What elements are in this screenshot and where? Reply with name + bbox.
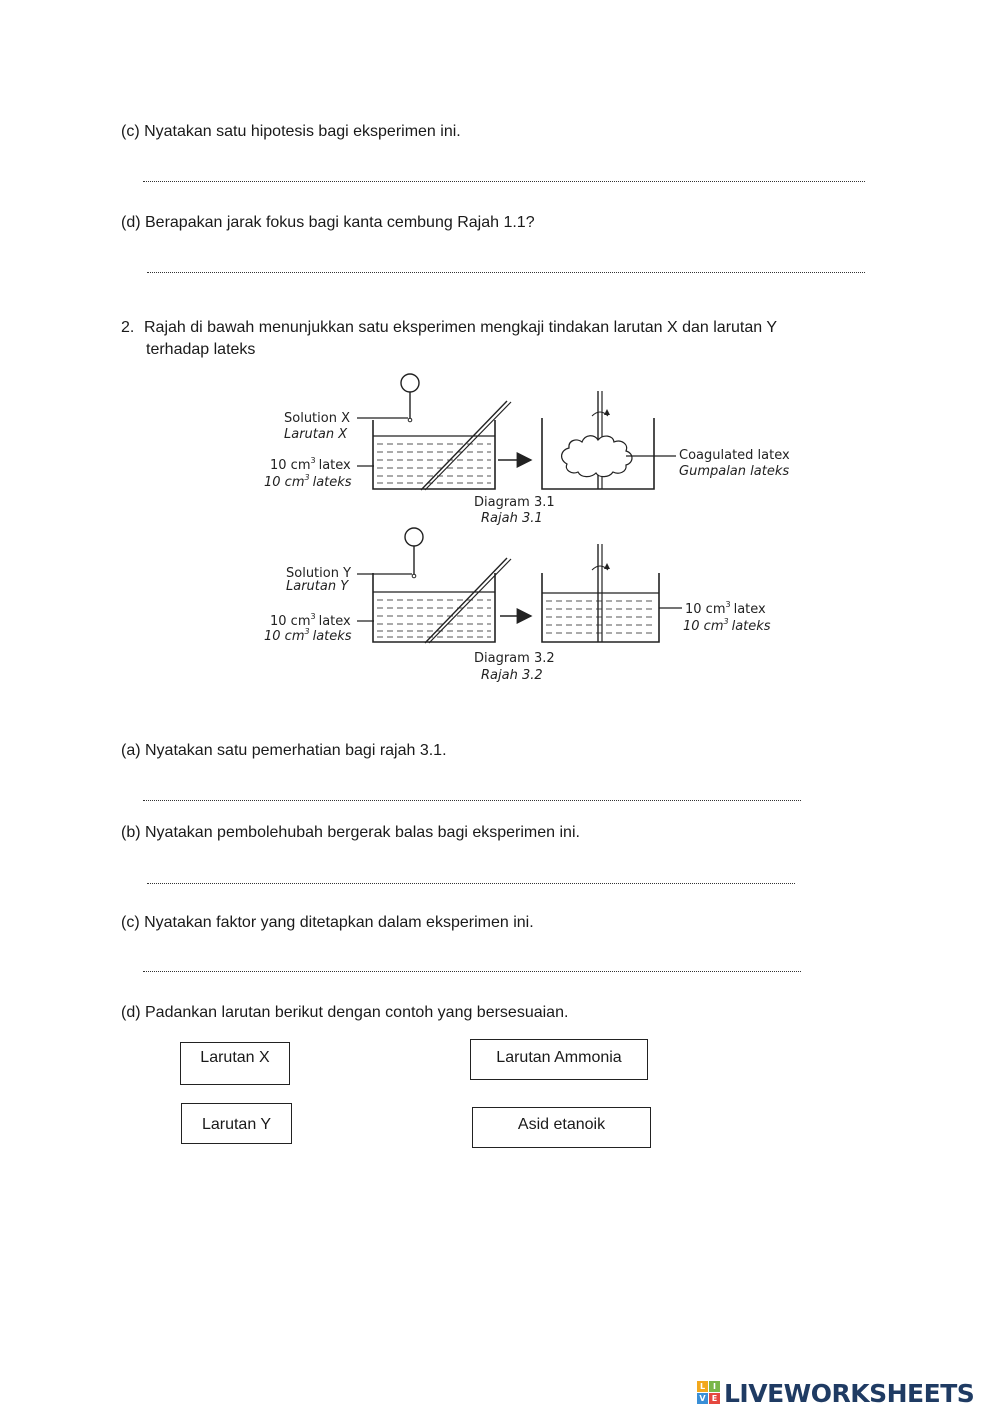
- q2d-prompt: (d) Padankan larutan berikut dengan contoh yang bersesuaian.: [121, 1004, 569, 1021]
- logo-letter-v: V: [697, 1393, 708, 1404]
- diagram-3-1: [264, 374, 790, 526]
- match-left-larutan-x[interactable]: Larutan X: [180, 1042, 290, 1085]
- caption-rajah-3-1: Rajah 3.1: [481, 511, 543, 526]
- latex-ms-label-3-1: 10 $cm^3$ lateks: [264, 473, 352, 490]
- larutan-y-label: Larutan Y: [286, 579, 349, 594]
- q1c-answer-field[interactable]: [143, 167, 865, 182]
- q2b-prompt: (b) Nyatakan pembolehubah bergerak balas bagi eksperimen ini.: [121, 824, 580, 841]
- caption-diagram-3-2: Diagram 3.2: [474, 651, 555, 666]
- q2-intro-line2: terhadap lateks: [146, 341, 256, 358]
- result-latex-ms-label: 10 $cm^3$ lateks: [683, 617, 771, 634]
- beaker-left-3-2: [373, 573, 495, 642]
- dropper-bulb-y: [405, 528, 423, 546]
- q1d-answer-field[interactable]: [147, 258, 865, 273]
- logo-letter-l: L: [697, 1381, 708, 1392]
- caption-rajah-3-2: Rajah 3.2: [481, 668, 543, 683]
- liveworksheets-brand[interactable]: [697, 1378, 974, 1408]
- dropper-bulb-x: [401, 374, 419, 392]
- match-right-asid-etanoik[interactable]: Asid etanoik: [472, 1107, 651, 1148]
- q1c-prompt: (c) Nyatakan satu hipotesis bagi eksperimen ini.: [121, 123, 461, 140]
- q2c-answer-field[interactable]: [143, 957, 801, 972]
- larutan-x-label: Larutan X: [284, 427, 348, 442]
- q2-intro-line1: Rajah di bawah menunjukkan satu eksperimen mengkaji tindakan larutan X dan larutan Y: [144, 319, 777, 336]
- result-latex-en-label: 10 $cm^3$ latex: [685, 600, 766, 617]
- q2-number: 2.: [121, 319, 135, 336]
- q2b-answer-field[interactable]: [147, 869, 795, 884]
- latex-ms-label-3-2: 10 $cm^3$ lateks: [264, 627, 352, 644]
- coagulated-latex-cloud: [562, 436, 632, 477]
- latex-en-label-3-2: 10 $cm^3$ latex: [270, 612, 351, 629]
- solution-x-label: Solution X: [284, 411, 350, 426]
- diagram-3-2: [264, 528, 771, 683]
- experiment-diagram: [255, 368, 815, 693]
- gumpalan-lateks-label: Gumpalan lateks: [679, 464, 790, 479]
- q2a-prompt: (a) Nyatakan satu pemerhatian bagi rajah 3.1.: [121, 742, 447, 759]
- q2-intro: [121, 317, 841, 363]
- q2a-answer-field[interactable]: [143, 786, 801, 801]
- q1d-prompt: (d) Berapakan jarak fokus bagi kanta cembung Rajah 1.1?: [121, 214, 535, 231]
- solution-y-label: Solution Y: [286, 566, 352, 581]
- logo-letter-i: I: [709, 1381, 720, 1392]
- logo-letter-e: E: [709, 1393, 720, 1404]
- q2c-prompt: (c) Nyatakan faktor yang ditetapkan dalam eksperimen ini.: [121, 914, 534, 931]
- caption-diagram-3-1: Diagram 3.1: [474, 495, 555, 510]
- glass-rod-3-1: [421, 401, 507, 490]
- beaker-left-3-1: [373, 420, 495, 489]
- liveworksheets-logo-icon: [697, 1381, 721, 1405]
- liveworksheets-wordmark: LIVEWORKSHEETS: [724, 1378, 975, 1408]
- beaker-right-3-2: [542, 573, 659, 642]
- match-left-larutan-y[interactable]: Larutan Y: [181, 1103, 292, 1144]
- coagulated-latex-label: Coagulated latex: [679, 448, 790, 463]
- match-right-larutan-ammonia[interactable]: Larutan Ammonia: [470, 1039, 648, 1080]
- latex-en-label-3-1: 10 $cm^3$ latex: [270, 456, 351, 473]
